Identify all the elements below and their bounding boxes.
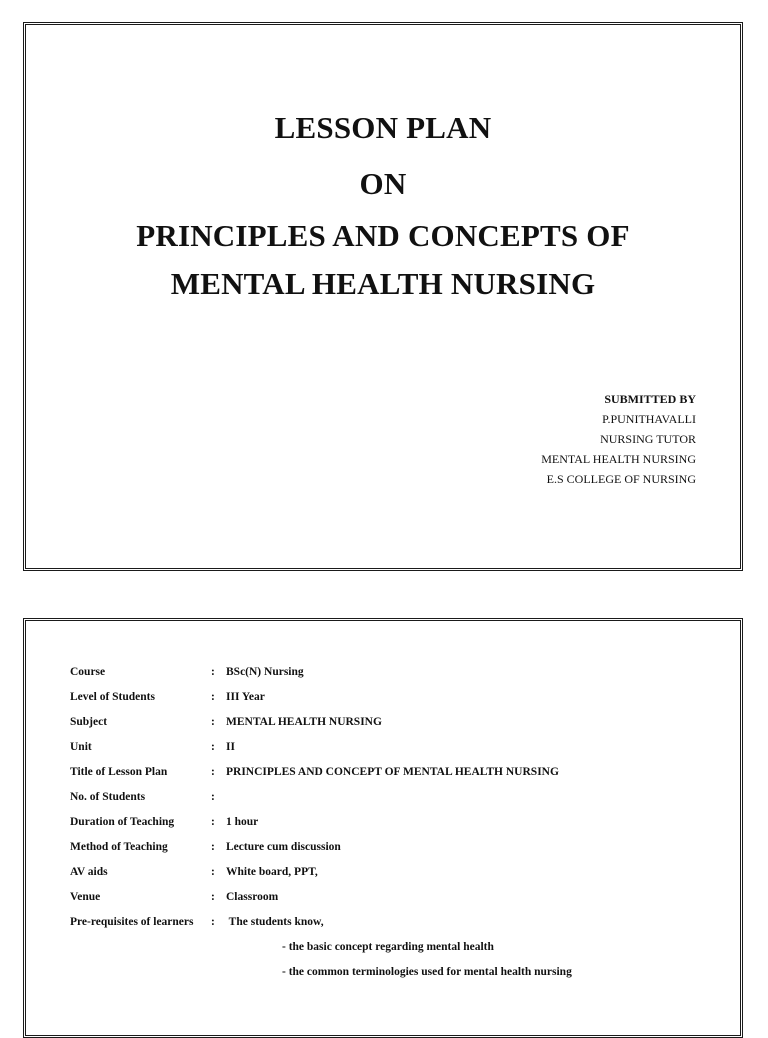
detail-separator: : xyxy=(211,665,215,678)
title-line-principles: PRINCIPLES AND CONCEPTS OF xyxy=(136,218,630,253)
detail-row xyxy=(70,834,559,859)
detail-row xyxy=(70,784,559,809)
submitter-name: P.PUNITHAVALLI xyxy=(602,412,696,426)
detail-separator: : xyxy=(211,715,215,728)
title-line-on: ON xyxy=(359,166,407,201)
detail-value: II xyxy=(226,740,235,753)
detail-value: Classroom xyxy=(226,890,279,903)
detail-row xyxy=(70,859,559,884)
detail-separator: : xyxy=(211,915,215,928)
title-line-mental-health: MENTAL HEALTH NURSING xyxy=(170,266,596,301)
detail-label: Title of Lesson Plan xyxy=(70,765,168,778)
detail-row xyxy=(70,709,559,734)
detail-value: 1 hour xyxy=(226,815,259,828)
detail-separator: : xyxy=(211,840,215,853)
detail-label: Duration of Teaching xyxy=(70,815,175,828)
submitted-by-heading: SUBMITTED BY xyxy=(604,392,696,406)
submitter-department: MENTAL HEALTH NURSING xyxy=(541,452,696,466)
detail-label: Course xyxy=(70,665,106,678)
detail-label: Unit xyxy=(70,740,92,753)
submitter-institution: E.S COLLEGE OF NURSING xyxy=(546,472,696,486)
prerequisites-list xyxy=(70,934,572,984)
detail-value: MENTAL HEALTH NURSING xyxy=(226,715,382,728)
detail-label: Method of Teaching xyxy=(70,840,168,853)
detail-separator: : xyxy=(211,790,215,803)
submitter-designation: NURSING TUTOR xyxy=(600,432,696,446)
detail-label: Level of Students xyxy=(70,690,155,703)
detail-separator: : xyxy=(211,740,215,753)
detail-row xyxy=(70,909,559,934)
detail-value: The students know, xyxy=(226,915,324,928)
detail-row xyxy=(70,734,559,759)
detail-row xyxy=(70,759,559,784)
prerequisite-item: - the basic concept regarding mental health xyxy=(282,940,494,953)
document-title xyxy=(26,100,740,308)
detail-label: No. of Students xyxy=(70,790,146,803)
prerequisite-item: - the common terminologies used for mental health nursing xyxy=(282,965,572,978)
detail-value: PRINCIPLES AND CONCEPT OF MENTAL HEALTH NURSING xyxy=(226,765,559,778)
detail-value: III Year xyxy=(226,690,265,703)
detail-label: Pre-requisites of learners xyxy=(70,915,194,928)
detail-label: Subject xyxy=(70,715,108,728)
detail-row xyxy=(70,659,559,684)
detail-separator: : xyxy=(211,890,215,903)
detail-value: Lecture cum discussion xyxy=(226,840,341,853)
title-line-lesson-plan: LESSON PLAN xyxy=(274,110,492,145)
detail-row xyxy=(70,884,559,909)
detail-value: White board, PPT, xyxy=(226,865,318,878)
detail-separator: : xyxy=(211,690,215,703)
detail-separator: : xyxy=(211,865,215,878)
cover-page xyxy=(23,22,743,571)
detail-row xyxy=(70,684,559,709)
detail-separator: : xyxy=(211,815,215,828)
detail-label: AV aids xyxy=(70,865,108,878)
detail-row xyxy=(70,809,559,834)
detail-separator: : xyxy=(211,765,215,778)
details-page xyxy=(23,618,743,1038)
lesson-details-table xyxy=(70,659,559,934)
detail-value: BSc(N) Nursing xyxy=(226,665,304,678)
detail-label: Venue xyxy=(70,890,101,903)
submitted-by-block xyxy=(541,389,696,489)
